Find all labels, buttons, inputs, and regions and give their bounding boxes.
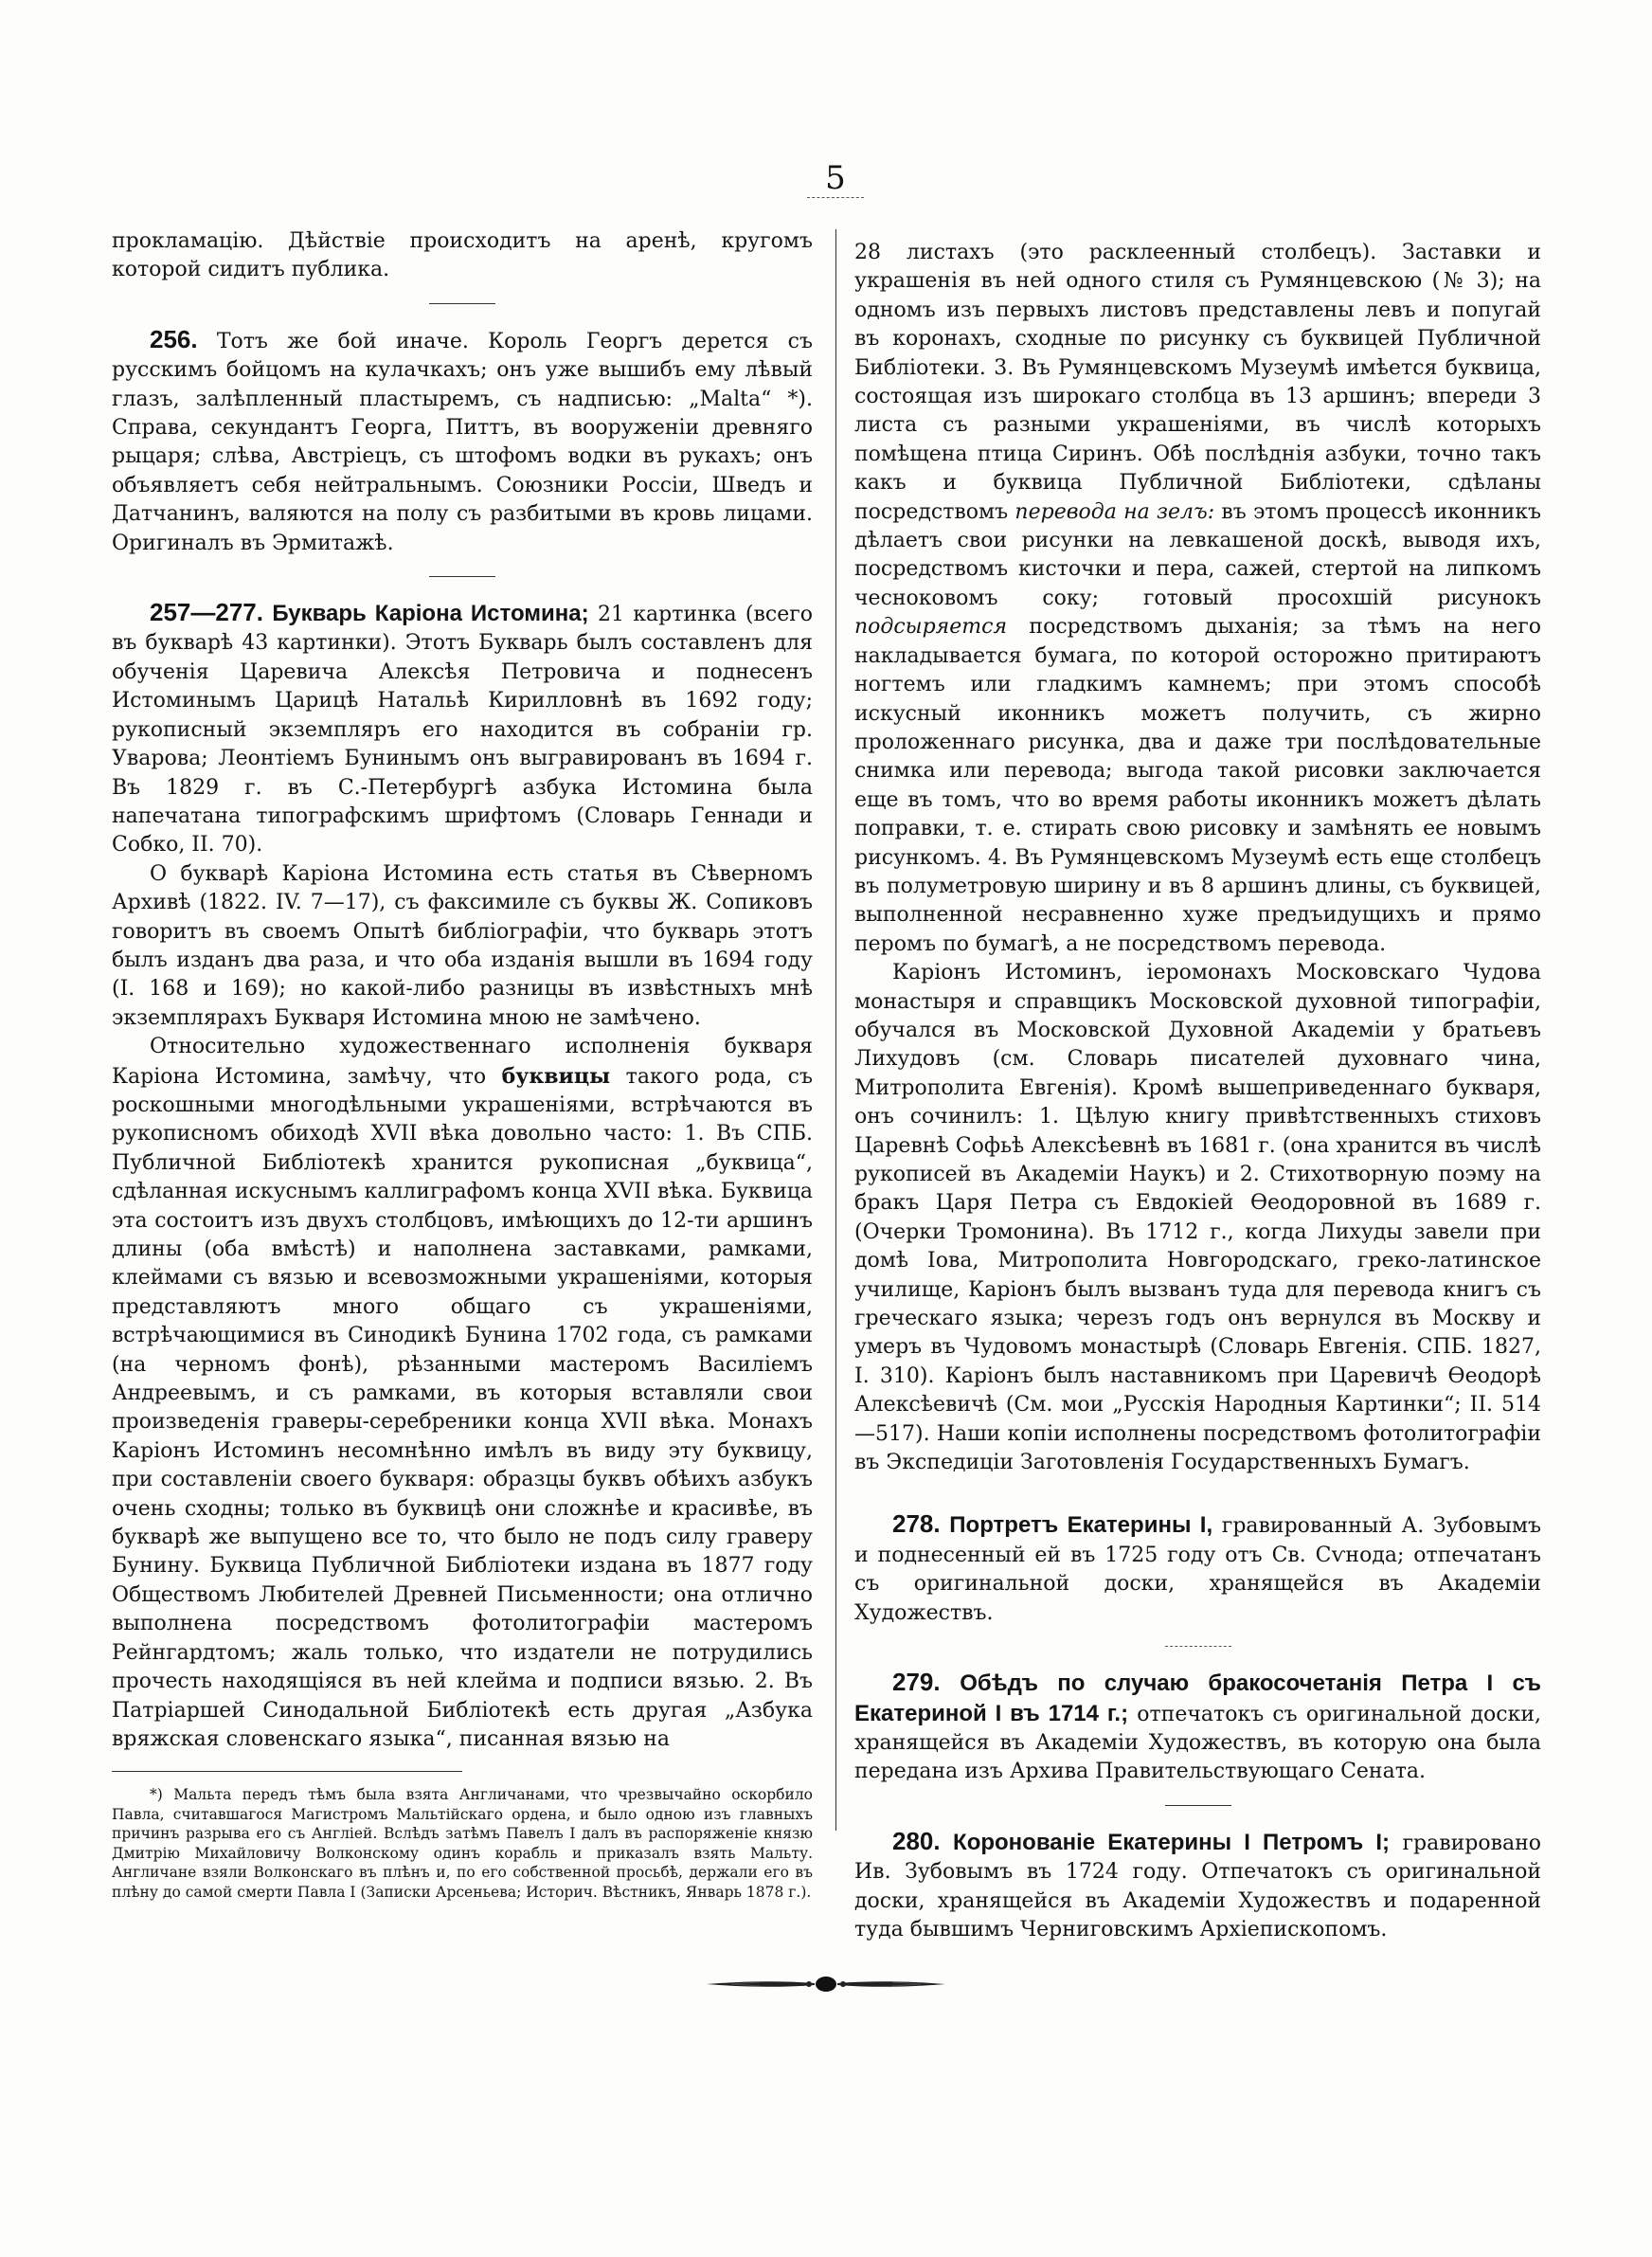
text-run: посредствомъ дыханія; за тѣмъ на него накладывается бумага, по которой осторожно притираютъ ногтемъ или гладкимъ камнемъ; при этомъ способѣ искусный иконникъ можетъ получить, съ жирно проложеннаго рисунка, два и даже три послѣдовательные снимка или перевода; выгода такой рисовки заключается еще въ томъ, что во время работы иконникъ можетъ дѣлать поправки, т. е. стирать свою рисовку и замѣнять ее новымъ рисункомъ. 4. Въ Румянцевскомъ Музеумѣ есть еще столбецъ въ полуметровую ширину и въ 8 аршинъ длины, съ буквицей, выполненной несравненно хуже предъидущихъ и прямо перомъ по бумагѣ, а не посредствомъ перевода.	[854, 615, 1541, 956]
ornament-icon	[703, 1973, 949, 1995]
entry-text: гравированный А. Зубовымъ и поднесенный ей въ 1725 году отъ Св. Сѵнода; отпечатанъ съ оригинальной доски, хранящейся въ Академіи Художествъ.	[854, 1514, 1542, 1625]
entry-number: 280.	[892, 1826, 941, 1855]
entry-257-277	[112, 598, 813, 860]
entry-number: 279.	[892, 1668, 941, 1697]
left-column	[112, 227, 813, 1902]
text-run: 28 листахъ (это расклеенный столбецъ). Заставки и украшенія въ ней одного стиля съ Румянцевскою (№ 3); на одномъ изъ первыхъ листовъ представлены левъ и попугай въ коронахъ, сходные по рисунку съ буквицей Публичной Библіотеки. 3. Въ Румянцевскомъ Музеумѣ имѣется буквица, состоящая изъ широкаго столбца въ 13 аршинъ; впереди 3 листа съ разными украшеніями, въ числѣ которыхъ помѣщена птица Сиринъ. Обѣ послѣднія азбуки, точно такъ какъ и буквица Публичной Библіотеки, сдѣланы посредствомъ	[854, 241, 1541, 524]
entry-number: 257—277.	[150, 598, 263, 627]
paragraph: О букварѣ Каріона Истомина есть статья въ Сѣверномъ Архивѣ (1822. IV. 7—17), съ факсимиле съ буквы Ж. Сопиковъ говоритъ въ своемъ Опытѣ библіографіи, что букварь этотъ былъ изданъ два раза, и что оба изданія вышли въ 1694 году (I. 168 и 169); но какой-либо разницы въ извѣстныхъ мнѣ экземплярахъ Букваря Истомина мною не замѣчено.	[112, 861, 813, 1030]
entry-280	[854, 1827, 1541, 1945]
entry-256	[112, 325, 813, 558]
entry-separator	[429, 576, 495, 577]
entry-title: Букварь Каріона Истомина;	[272, 601, 589, 627]
footnote-rule	[112, 1771, 462, 1772]
entry-title: Коронованіе Екатерины I Петромъ I;	[953, 1829, 1391, 1855]
text-run: такого рода, съ роскошными многодѣльными украшеніями, встрѣчаются въ рукописномъ обиходѣ XVII вѣка довольно часто: 1. Въ СПБ. Публичной Библіотекѣ хранится рукописная „буквица“, сдѣланная искуснымъ каллиграфомъ конца XVII вѣка. Буквица эта состоитъ изъ двухъ столбцовъ, имѣющихъ до 12-ти аршинъ длины (оба вмѣстѣ) и наполнена заставками, рамками, клеймами съ вязью и всевозможными украшеніями, которыя представляютъ много общаго съ украшеніями, встрѣчающимися въ Синодикѣ Бунина 1702 года, съ рамками (на черномъ фонѣ), рѣзанными мастеромъ Василіемъ Андреевымъ, и съ рамками, въ которыя вставляли свои произведенія граверы-серебреники конца XVII вѣка. Монахъ Каріонъ Истоминъ несомнѣнно имѣлъ въ виду эту буквицу, при составленіи своего букваря: образцы буквъ обѣихъ азбукъ очень сходны; только въ буквицѣ они сложнѣе и красивѣе, въ букварѣ же выпущено все то, что было не подъ силу граверу Бунину. Буквица Публичной Библіотеки издана въ 1877 году Обществомъ Любителей Древней Письменности; она отлично выполнена посредствомъ фотолитографіи мастеромъ Рейнгардтомъ; жаль только, что издатели не потрудились прочесть находящіяся въ ней клейма и подписи вязью. 2. Въ Патріаршей Синодальной Библіотекѣ есть другая „Азбука вряжская словенскаго языка“, писанная вязью на	[112, 1064, 813, 1751]
paragraph	[854, 239, 1541, 959]
entry-separator	[1165, 1805, 1231, 1806]
entry-278	[854, 1509, 1541, 1628]
entry-text: гравировано Ив. Зубовымъ въ 1724 году. Отпечатокъ съ оригинальной доски, хранящейся въ Академіи Художествъ и подаренной туда бывшимъ Черниговскимъ Архіепископомъ.	[854, 1831, 1541, 1941]
entry-text: Тотъ же бой иначе. Король Георгъ дерется съ русскимъ бойцомъ на кулачкахъ; онъ уже вышибъ ему лѣвый глазъ, залѣпленный пластыремъ, съ надписью: „Malta“ *). Справа, секундантъ Георга, Питтъ, въ вооруженіи древняго рыцаря; слѣва, Австріецъ, съ штофомъ водки въ рукахъ; онъ объявляетъ себя нейтральнымъ. Союзники Россіи, Шведъ и Датчанинъ, валяются на полу съ разбитыми въ кровь лицами. Оригиналъ въ Эрмитажѣ.	[112, 329, 813, 555]
entry-number: 256.	[150, 324, 198, 353]
page-number: 5	[825, 159, 846, 197]
entry-separator	[429, 303, 495, 304]
entry-number: 278.	[892, 1509, 941, 1539]
entry-separator	[1165, 1646, 1231, 1647]
footnote: *) Мальта передъ тѣмъ была взята Англичанами, что чрезвычайно оскорбило Павла, считавшагося Магистромъ Мальтійскаго ордена, и было одною изъ главныхъ причинъ разрыва его съ Англіей. Вслѣдъ затѣмъ Павелъ I далъ въ распоряженіе князю Дмитрію Михайловичу Волконскому одинъ корабль и приказалъ взять Мальту. Англичане взяли Волконскаго въ плѣнъ и, по его собственной просьбѣ, держали его въ плѣну до самой смерти Павла I (Записки Арсеньева; Историч. Вѣстникъ, Январь 1878 г.).	[112, 1786, 813, 1901]
text-run: Относительно художественнаго исполненія букваря Каріона Истомина, замѣчу, что	[112, 1035, 813, 1089]
paragraph: Каріонъ Истоминъ, іеромонахъ Московскаго Чудова монастыря и справщикъ Московской духовной типографіи, обучался въ Московской Духовной Академіи у братьевъ Лихудовъ (см. Словарь писателей духовнаго чина, Митрополита Евгенія). Кромѣ вышеприведеннаго букваря, онъ сочинилъ: 1. Цѣлую книгу привѣтственныхъ стиховъ Царевнѣ Софьѣ Алексѣевнѣ въ 1681 г. (она хранится въ числѣ рукописей въ Академіи Наукъ) и 2. Стихотворную поэму на бракъ Царя Петра съ Евдокіей Ѳеодоровной въ 1689 г. (Очерки Тромонина). Въ 1712 г., когда Лихуды завели при домѣ Іова, Митрополита Новгородскаго, греко-латинское училище, Каріонъ былъ вызванъ туда для перевода книгъ съ греческаго языка; черезъ годъ онъ вернулся въ Москву и умеръ въ Чудовомъ монастырѣ (Словарь Евгенія. СПБ. 1827, I. 310). Каріонъ былъ наставникомъ при Царевичѣ Ѳеодорѣ Алексѣевичѣ (См. мои „Русскія Народныя Картинки“; II. 514—517). Наши копіи исполнены посредствомъ фотолитографіи въ Экспедиціи Заготовленія Государственныхъ Бумагъ.	[854, 961, 1541, 1475]
right-column	[854, 239, 1541, 1944]
italic-term: подсыряется	[854, 615, 1008, 640]
italic-term: перевода на зелъ:	[1015, 499, 1215, 524]
column-divider	[835, 229, 836, 1831]
entry-title: Портретъ Екатерины I,	[949, 1512, 1213, 1539]
entry-text: отпечатокъ съ оригинальной доски, хранящейся въ Академіи Художествъ, въ которую она была передана изъ Архива Правительствующаго Сената.	[854, 1702, 1541, 1784]
text-run: въ этомъ процессѣ иконникъ дѣлаетъ свои рисунки на левкашеной доскѣ, выводя ихъ, посредствомъ кисточки и пера, сажей, стертой на липкомъ чесноковомъ соку; готовый просохшій рисунокъ	[854, 499, 1541, 610]
continuation-paragraph: прокламацію. Дѣйствіе происходитъ на аренѣ, кругомъ которой сидитъ публика.	[112, 229, 813, 282]
page-number-underline	[807, 197, 864, 198]
entry-title: Обѣдъ по случаю бракосочетанія Петра I съ Екатериной I въ 1714 г.;	[854, 1670, 1541, 1726]
bold-term: буквицы	[501, 1063, 611, 1089]
paragraph	[112, 1033, 813, 1754]
entry-279	[854, 1668, 1541, 1787]
entry-text: 21 картинка (всего въ букварѣ 43 картинки). Этотъ Букварь былъ составленъ для обученія Царевича Алексѣя Петровича и поднесенъ Истоминымъ Царицѣ Натальѣ Кирилловнѣ въ 1692 году; рукописный экземпляръ его находится въ собраніи гр. Уварова; Леонтіемъ Бунинымъ онъ выгравированъ въ 1694 г. Въ 1829 г. въ С.-Петербургѣ азбука Истомина была напечатана типографскимъ шрифтомъ (Словарь Геннади и Собко, II. 70).	[112, 603, 813, 858]
